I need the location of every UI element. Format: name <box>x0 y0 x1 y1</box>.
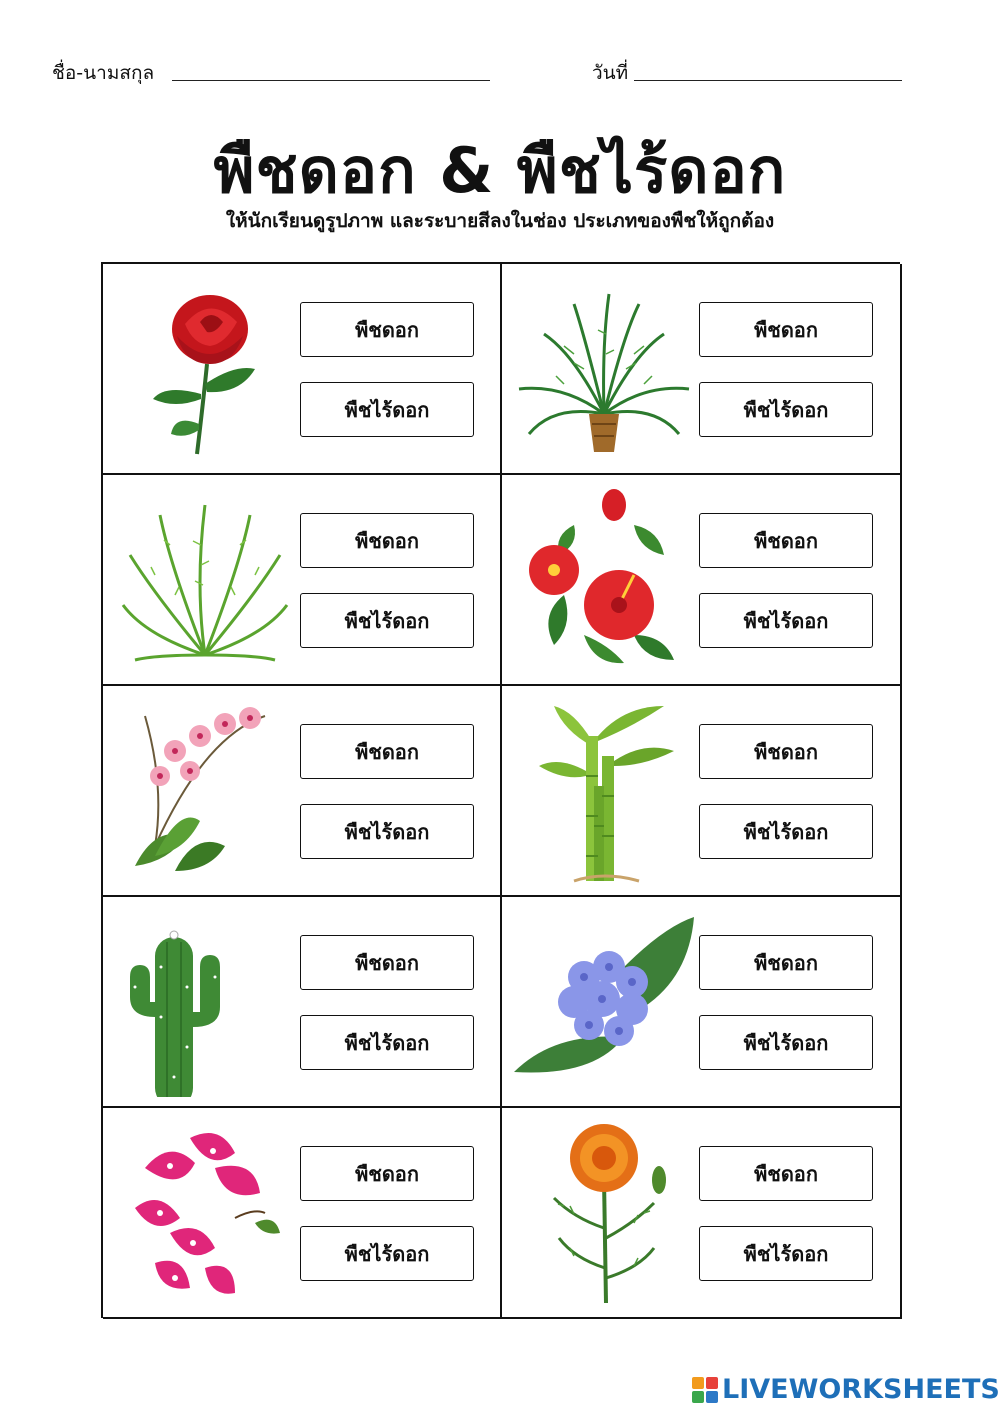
non-flowering-option[interactable]: พืชไร้ดอก <box>699 804 873 859</box>
palm-icon <box>514 274 694 464</box>
plant-card <box>103 475 502 686</box>
plant-card <box>103 264 502 475</box>
flowering-option[interactable]: พืชดอก <box>300 513 474 568</box>
date-label: วันที่ <box>592 62 629 84</box>
plant-card <box>502 686 902 897</box>
name-label: ชื่อ-นามสกุล <box>52 62 155 84</box>
plant-card <box>103 897 502 1108</box>
instructions: ให้นักเรียนดูรูปภาพ และระบายสีลงในช่อง ประเภทของพืชให้ถูกต้อง <box>225 210 775 232</box>
name-input-line[interactable] <box>172 80 490 81</box>
plant-card <box>502 897 902 1108</box>
non-flowering-option[interactable]: พืชไร้ดอก <box>300 593 474 648</box>
flowering-option[interactable]: พืชดอก <box>300 724 474 779</box>
non-flowering-option[interactable]: พืชไร้ดอก <box>699 593 873 648</box>
plant-card <box>502 475 902 686</box>
bamboo-icon <box>514 696 694 886</box>
flowering-option[interactable]: พืชดอก <box>699 302 873 357</box>
fern-icon <box>115 485 295 675</box>
bougainvillea-icon <box>115 1118 295 1308</box>
flowering-option[interactable]: พืชดอก <box>300 302 474 357</box>
hibiscus-icon <box>514 485 694 675</box>
non-flowering-option[interactable]: พืชไร้ดอก <box>300 382 474 437</box>
flowering-option[interactable]: พืชดอก <box>699 1146 873 1201</box>
non-flowering-option[interactable]: พืชไร้ดอก <box>699 1015 873 1070</box>
flowering-option[interactable]: พืชดอก <box>699 724 873 779</box>
orchid-icon <box>115 696 295 886</box>
cactus-icon <box>115 907 295 1097</box>
plant-card <box>502 1108 902 1319</box>
flowering-option[interactable]: พืชดอก <box>300 1146 474 1201</box>
plant-card <box>103 686 502 897</box>
logo-mark-icon <box>692 1377 718 1403</box>
non-flowering-option[interactable]: พืชไร้ดอก <box>300 1226 474 1281</box>
non-flowering-option[interactable]: พืชไร้ดอก <box>300 804 474 859</box>
hydrangea-icon <box>514 907 694 1097</box>
non-flowering-option[interactable]: พืชไร้ดอก <box>300 1015 474 1070</box>
worksheet-grid <box>101 262 900 1318</box>
page-title: พืชดอก & พืชไร้ดอก <box>213 134 787 207</box>
non-flowering-option[interactable]: พืชไร้ดอก <box>699 1226 873 1281</box>
flowering-option[interactable]: พืชดอก <box>699 513 873 568</box>
brand-text: LIVEWORKSHEETS <box>722 1374 1000 1405</box>
liveworksheets-logo[interactable] <box>692 1374 1000 1405</box>
plant-card <box>502 264 902 475</box>
plant-card <box>103 1108 502 1319</box>
rose-icon <box>115 274 295 464</box>
non-flowering-option[interactable]: พืชไร้ดอก <box>699 382 873 437</box>
flowering-option[interactable]: พืชดอก <box>699 935 873 990</box>
marigold-icon <box>514 1118 694 1308</box>
flowering-option[interactable]: พืชดอก <box>300 935 474 990</box>
date-input-line[interactable] <box>634 80 902 81</box>
